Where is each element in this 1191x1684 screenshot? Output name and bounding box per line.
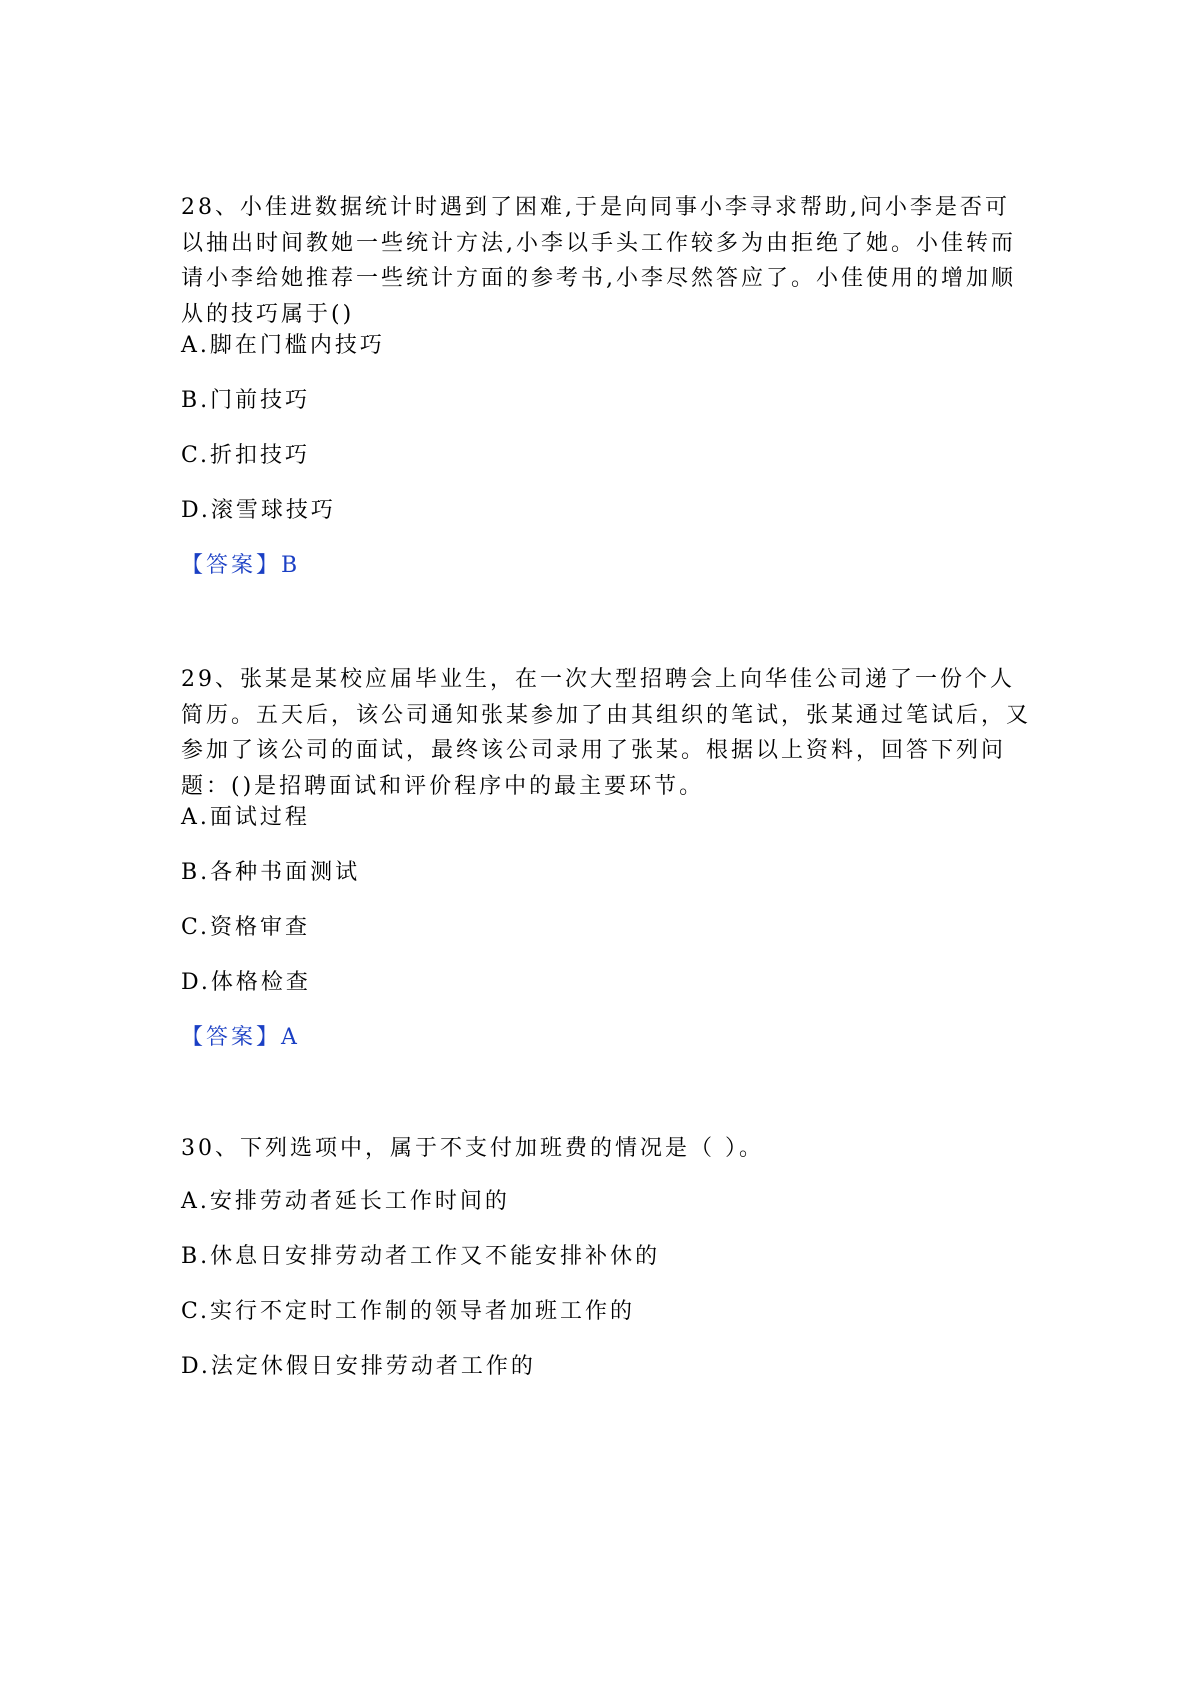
option-a: A.面试过程 bbox=[181, 805, 310, 830]
answer-label: 【答案】B bbox=[181, 553, 301, 578]
option-d: D.滚雪球技巧 bbox=[181, 498, 336, 523]
option-c: C.折扣技巧 bbox=[181, 443, 311, 468]
option-b: B.各种书面测试 bbox=[181, 860, 361, 885]
question-stem: 28、小佳进数据统计时遇到了困难,于是向同事小李寻求帮助,问小李是否可以抽出时间教她一些统计方法,小李以手头工作较多为由拒绝了她。小佳转而请小李给她推荐一些统计方面的参考书,小李尽然答应了。小佳使用的增加顺从的技巧属于() bbox=[181, 195, 1016, 327]
option-d: D.法定休假日安排劳动者工作的 bbox=[181, 1354, 536, 1379]
option-c: C.资格审查 bbox=[181, 915, 311, 940]
question-29 bbox=[181, 662, 1032, 1050]
option-c: C.实行不定时工作制的领导者加班工作的 bbox=[181, 1299, 636, 1324]
question-stem: 30、下列选项中，属于不支付加班费的情况是（ ）。 bbox=[181, 1136, 764, 1161]
option-d: D.体格检查 bbox=[181, 970, 311, 995]
question-28 bbox=[181, 190, 1031, 578]
option-a: A.脚在门槛内技巧 bbox=[181, 333, 385, 358]
option-a: A.安排劳动者延长工作时间的 bbox=[181, 1189, 510, 1214]
option-b: B.门前技巧 bbox=[181, 388, 311, 413]
answer-label: 【答案】A bbox=[181, 1025, 300, 1050]
option-b: B.休息日安排劳动者工作又不能安排补休的 bbox=[181, 1244, 661, 1269]
question-stem: 29、张某是某校应届毕业生，在一次大型招聘会上向华佳公司递了一份个人简历。五天后，该公司通知张某参加了由其组织的笔试，张某通过笔试后，又参加了该公司的面试，最终该公司录用了张某。根据以上资料，回答下列问题：()是招聘面试和评价程序中的最主要环节。 bbox=[181, 667, 1032, 799]
question-30 bbox=[181, 1131, 1031, 1379]
